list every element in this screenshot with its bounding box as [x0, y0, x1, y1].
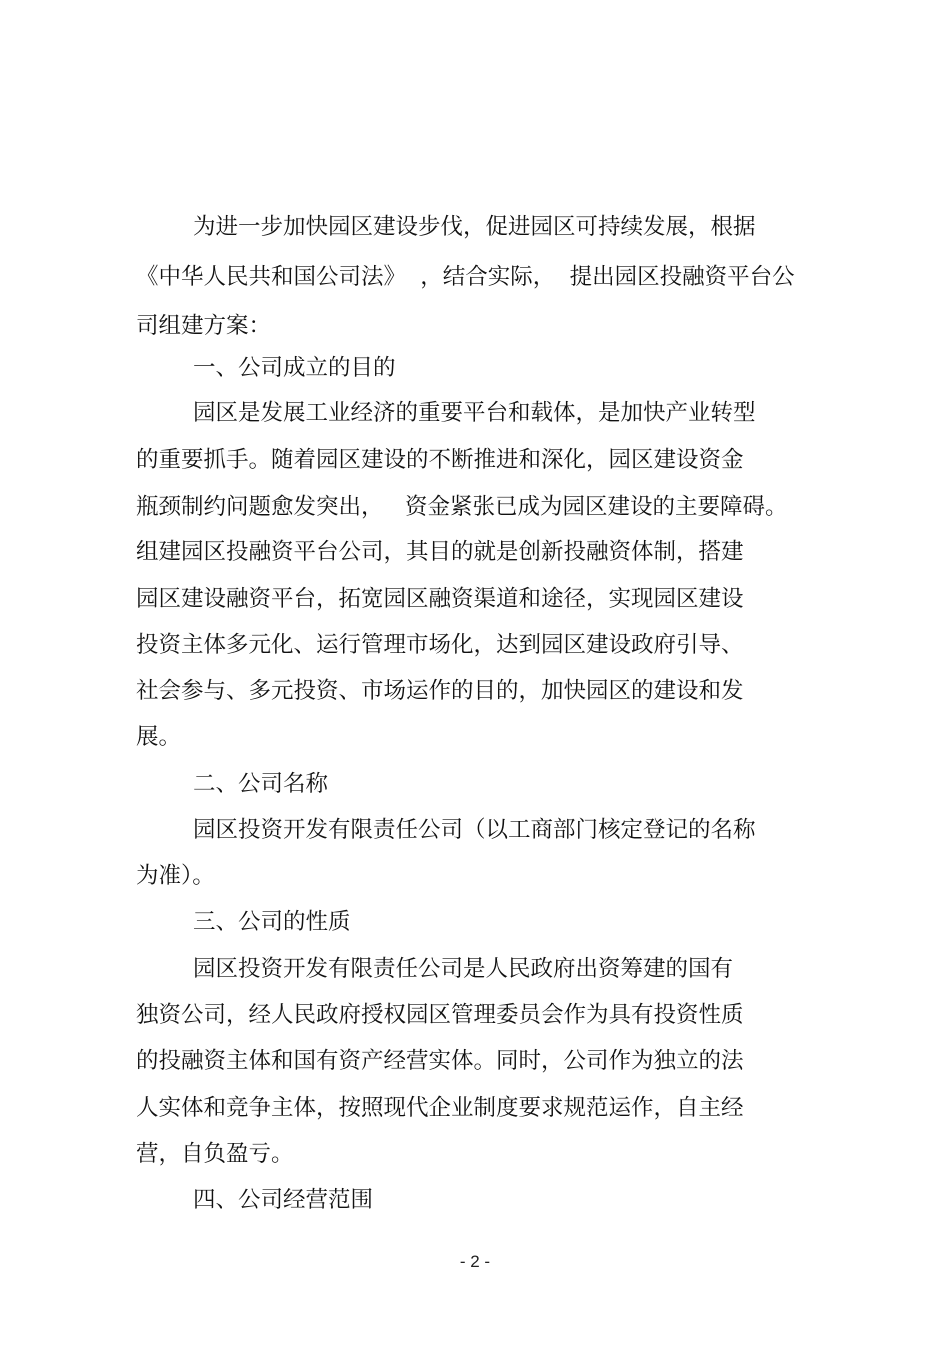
text-line: 园区投资开发有限责任公司（以工商部门核定登记的名称 [193, 817, 756, 843]
text-line: 展。 [136, 724, 182, 750]
section-heading: 三、公司的性质 [193, 909, 351, 935]
section-heading: 二、公司名称 [193, 771, 329, 797]
text-line: 《中华人民共和国公司法》 ，结合实际， 提出园区投融资平台公 [136, 264, 795, 290]
page-number: - 2 - [459, 1252, 491, 1271]
text-line: 营，自负盈亏。 [136, 1141, 294, 1167]
text-line: 的投融资主体和国有资产经营实体。同时，公司作为独立的法 [136, 1048, 744, 1074]
text-line: 为进一步加快园区建设步伐，促进园区可持续发展，根据 [193, 214, 756, 240]
text-line: 园区投资开发有限责任公司是人民政府出资筹建的国有 [193, 956, 734, 982]
section-heading: 四、公司经营范围 [193, 1187, 374, 1213]
section-heading: 一、公司成立的目的 [193, 355, 396, 381]
text-line: 为准）。 [136, 863, 215, 889]
text-line: 组建园区投融资平台公司，其目的就是创新投融资体制，搭建 [136, 539, 744, 565]
text-line: 瓶颈制约问题愈发突出， 资金紧张已成为园区建设的主要障碍。 [136, 494, 788, 520]
text-line: 的重要抓手。随着园区建设的不断推进和深化，园区建设资金 [136, 447, 744, 473]
text-line: 独资公司，经人民政府授权园区管理委员会作为具有投资性质 [136, 1002, 744, 1028]
text-line: 园区是发展工业经济的重要平台和载体，是加快产业转型 [193, 400, 756, 426]
text-line: 社会参与、多元投资、市场运作的目的，加快园区的建设和发 [136, 678, 744, 704]
text-line: 司组建方案： [136, 313, 272, 339]
text-line: 人实体和竞争主体，按照现代企业制度要求规范运作，自主经 [136, 1095, 744, 1121]
text-line: 园区建设融资平台，拓宽园区融资渠道和途径，实现园区建设 [136, 586, 744, 612]
text-line: 投资主体多元化、运行管理市场化，达到园区建设政府引导、 [136, 632, 744, 658]
